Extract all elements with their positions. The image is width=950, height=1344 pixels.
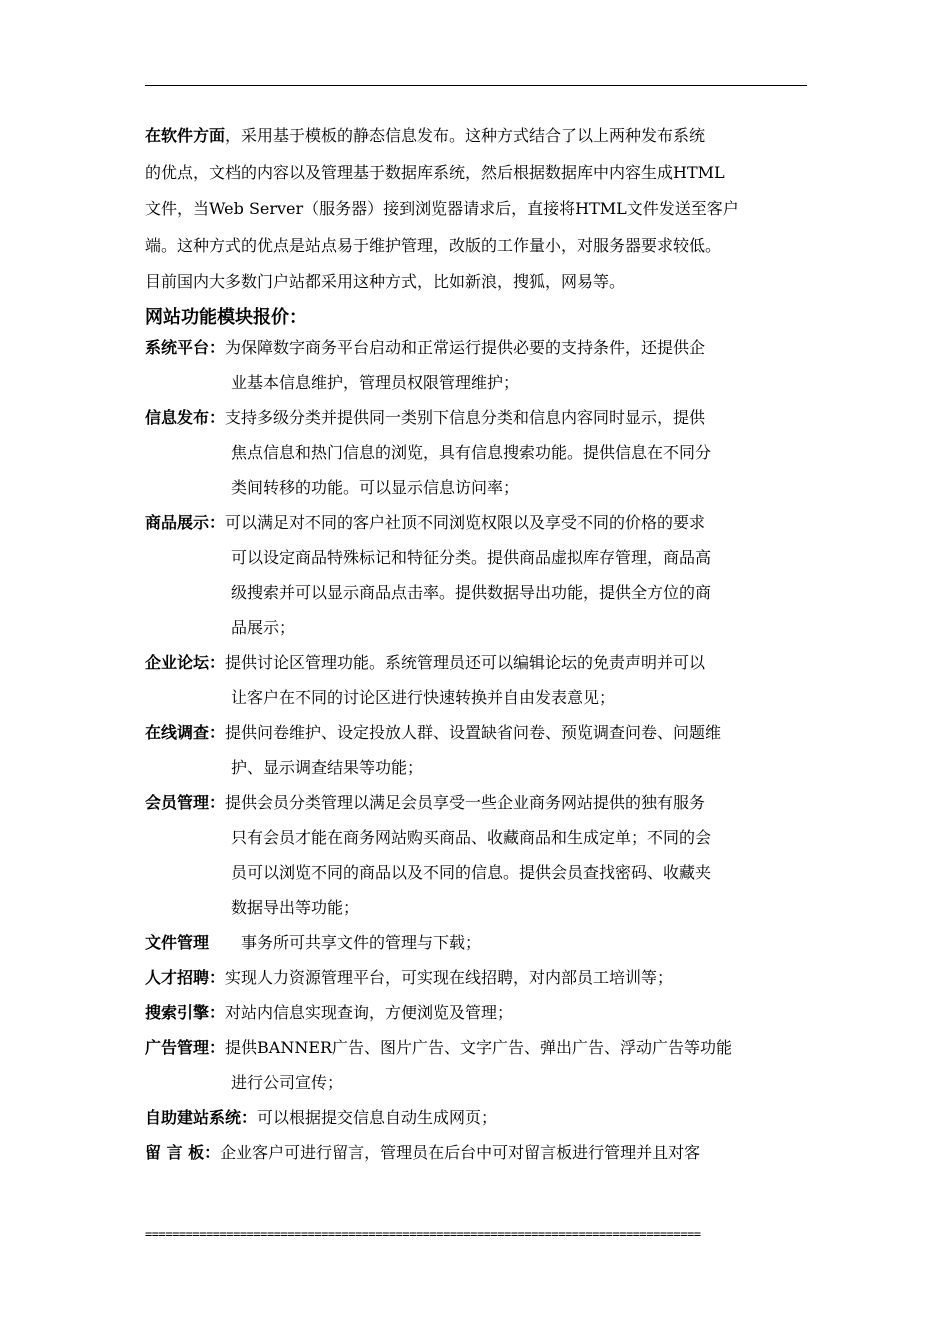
feature-description: [225, 1030, 807, 1100]
feature-line: 员可以浏览不同的商品以及不同的信息。提供会员查找密码、收藏夹: [231, 863, 712, 882]
feature-line: 护、显示调查结果等功能；: [231, 758, 424, 777]
feature-line: 实现人力资源管理平台，可实现在线招聘，对内部员工培训等；: [225, 968, 674, 987]
feature-line: 可以满足对不同的客户社顶不同浏览权限以及享受不同的价格的要求: [225, 513, 706, 532]
feature-label: 广告管理：: [145, 1038, 226, 1057]
feature-line: 品展示；: [231, 618, 296, 637]
feature-line: 为保障数字商务平台启动和正常运行提供必要的支持条件，还提供企: [225, 338, 706, 357]
feature-line: 提供问卷维护、设定投放人群、设置缺省问卷、预览调查问卷、问题维: [225, 723, 722, 742]
intro-lead: 在软件方面: [145, 126, 226, 145]
feature-description: [225, 960, 807, 995]
feature-description: [225, 400, 807, 505]
feature-item: [145, 785, 807, 925]
feature-line: 业基本信息维护，管理员权限管理维护；: [231, 373, 520, 392]
feature-label: 搜索引擎：: [145, 1003, 226, 1022]
feature-label: 文件管理: [145, 933, 210, 952]
feature-label: 人才招聘：: [145, 968, 226, 987]
feature-line: 支持多级分类并提供同一类别下信息分类和信息内容同时显示，提供: [225, 408, 706, 427]
feature-description: [225, 330, 807, 400]
feature-label: 自助建站系统：: [145, 1108, 258, 1127]
feature-list: [145, 330, 807, 1170]
feature-item: [145, 330, 807, 400]
feature-label: 会员管理：: [145, 793, 226, 812]
intro-line: 目前国内大多数门户站都采用这种方式，比如新浪，搜狐，网易等。: [145, 272, 626, 292]
intro-paragraph: [145, 118, 807, 301]
intro-line: 文件，当Web Server（服务器）接到浏览器请求后，直接将HTML文件发送至客户: [145, 199, 739, 219]
section-heading: 网站功能模块报价：: [145, 307, 307, 328]
feature-line: 企业客户可进行留言，管理员在后台中可对留言板进行管理并且对客: [220, 1143, 701, 1162]
feature-label: 商品展示：: [145, 513, 226, 532]
feature-description: [225, 785, 807, 925]
feature-line: 对站内信息实现查询，方便浏览及管理；: [225, 1003, 514, 1022]
feature-line: 数据导出等功能；: [231, 898, 360, 917]
feature-description: [257, 1100, 807, 1135]
feature-line: 级搜索并可以显示商品点击率。提供数据导出功能，提供全方位的商: [231, 583, 712, 602]
feature-line: 只有会员才能在商务网站购买商品、收藏商品和生成定单；不同的会: [231, 828, 712, 847]
feature-item: [145, 960, 807, 995]
intro-line: ，采用基于模板的静态信息发布。这种方式结合了以上两种发布系统: [225, 126, 706, 145]
feature-label: 系统平台：: [145, 338, 226, 357]
feature-item: [145, 995, 807, 1030]
feature-line: 提供会员分类管理以满足会员享受一些企业商务网站提供的独有服务: [225, 793, 706, 812]
feature-item: [145, 645, 807, 715]
feature-description: [225, 505, 807, 645]
feature-description: [220, 1135, 807, 1170]
feature-item: [145, 1135, 807, 1170]
header-rule: [145, 85, 807, 86]
feature-item: [145, 925, 807, 960]
feature-item: [145, 715, 807, 785]
feature-line: 事务所可共享文件的管理与下载；: [209, 933, 482, 952]
feature-label: 信息发布：: [145, 408, 226, 427]
feature-item: [145, 400, 807, 505]
feature-item: [145, 1030, 807, 1100]
feature-line: 可以设定商品特殊标记和特征分类。提供商品虚拟库存管理，商品高: [231, 548, 712, 567]
feature-line: 类间转移的功能。可以显示信息访问率；: [231, 478, 520, 497]
feature-line: 可以根据提交信息自动生成网页；: [257, 1108, 498, 1127]
intro-line: 的优点，文档的内容以及管理基于数据库系统，然后根据数据库中内容生成HTML: [145, 162, 725, 182]
feature-item: [145, 505, 807, 645]
feature-description: [225, 715, 807, 785]
feature-label: 留 言 板：: [145, 1143, 221, 1162]
feature-item: [145, 1100, 807, 1135]
feature-line: 焦点信息和热门信息的浏览，具有信息搜索功能。提供信息在不同分: [231, 443, 712, 462]
feature-line: 让客户在不同的讨论区进行快速转换并自由发表意见；: [231, 688, 616, 707]
footer-rule: ==================================================================================: [145, 1227, 701, 1241]
feature-line: 提供讨论区管理功能。系统管理员还可以编辑论坛的免责声明并可以: [225, 653, 706, 672]
feature-description: [209, 925, 807, 960]
intro-line: 端。这种方式的优点是站点易于维护管理，改版的工作量小，对服务器要求较低。: [145, 235, 722, 255]
feature-label: 在线调查：: [145, 723, 226, 742]
feature-line: 进行公司宣传；: [231, 1073, 344, 1092]
feature-line: 提供BANNER广告、图片广告、文字广告、弹出广告、浮动广告等功能: [225, 1038, 733, 1057]
feature-label: 企业论坛：: [145, 653, 226, 672]
feature-description: [225, 995, 807, 1030]
feature-description: [225, 645, 807, 715]
